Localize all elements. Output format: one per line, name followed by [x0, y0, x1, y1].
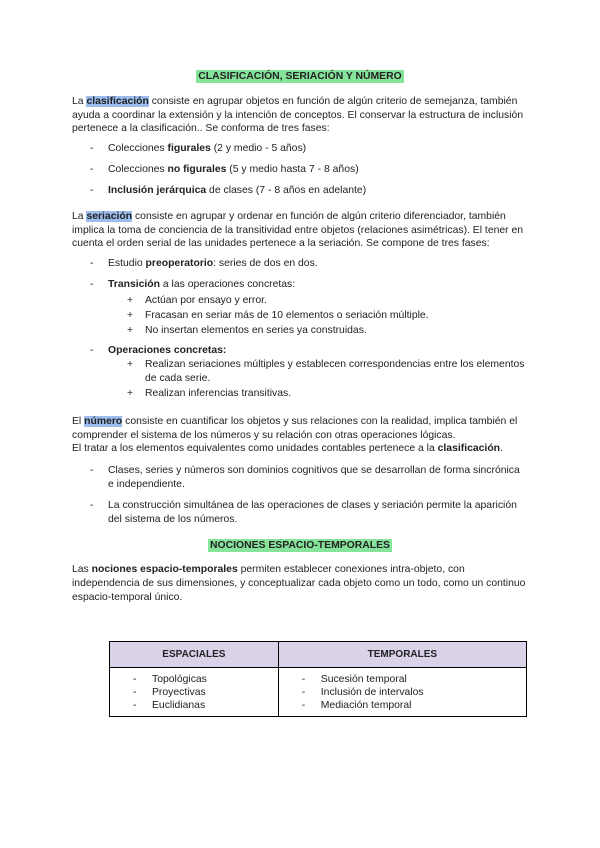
list-item: - Mediación temporal [301, 700, 412, 712]
list-item: - Inclusión de intervalos [301, 687, 424, 699]
list-item: - Transición a las operaciones concretas: + Actúan por ensayo y error. + Fracasan en seriar más de 10 elementos o seriación múltiple. + No insertan elementos en series ya construidas. [72, 278, 528, 337]
table-header-espaciales: ESPACIALES [110, 641, 279, 667]
highlight-clasificacion: clasificación [86, 95, 149, 107]
list-item: - Euclidianas [133, 700, 206, 712]
list-fases-clasificacion [72, 142, 528, 197]
nociones-table [109, 641, 527, 717]
list-item: - Inclusión jerárquica de clases (7 - 8 años en adelante) [90, 184, 367, 196]
sublist-item: + Fracasan en seriar más de 10 elementos o seriación múltiple. [127, 309, 429, 321]
highlight-numero: número [84, 415, 123, 427]
list-item: - Proyectivas [133, 687, 206, 699]
list-item: - La construcción simultánea de las operaciones de clases y seriación permite la aparición del sistema de los números. [90, 499, 517, 525]
list-item: - Colecciones figurales (2 y medio - 5 años) [90, 143, 307, 155]
list-numero [72, 464, 528, 526]
list-item: - Topológicas [133, 674, 207, 686]
list-fases-seriacion [72, 257, 528, 400]
paragraph-numero-clasificacion: El tratar a los elementos equivalentes como unidades contables pertenece a la clasificación. [72, 443, 503, 455]
section-heading-clasificacion: CLASIFICACIÓN, SERIACIÓN Y NÚMERO [198, 71, 402, 82]
sublist-item: + Actúan por ensayo y error. [127, 294, 267, 306]
paragraph-nociones: Las nociones espacio-temporales permiten establecer conexiones intra-objeto, con independencia de sus dimensiones, y conceptualizar cada objeto como un todo, como un continuo espacio-temporal único. [72, 564, 526, 604]
sublist-transicion [108, 294, 528, 337]
table-header-temporales: TEMPORALES [278, 641, 526, 667]
sublist-item: + Realizan inferencias transitivas. [127, 387, 292, 399]
list-item: - Operaciones concretas: + Realizan seriaciones múltiples y establecen correspondencias entre los elementos de cada serie. + Realizan inferencias transitivas. [72, 344, 528, 400]
list-item: - Colecciones no figurales (5 y medio hasta 7 - 8 años) [90, 164, 359, 176]
sublist-item: + No insertan elementos en series ya construidas. [127, 324, 367, 336]
sublist-operaciones [108, 358, 528, 400]
table-cell-temporales [278, 668, 526, 717]
highlight-seriacion: seriación [86, 210, 133, 222]
section-heading-nociones: NOCIONES ESPACIO-TEMPORALES [210, 539, 390, 551]
paragraph-seriacion: La seriación consiste en agrupar y ordenar en función de algún criterio diferenciador, también implica la toma de conciencia de la transitividad entre objetos (relaciones asimétricas). El tener en cuenta el orden serial de las unidades pertenece a la seriación. Se compone de tres fases: [72, 210, 524, 250]
list-item: - Clases, series y números son dominios cognitivos que se desarrollan de forma sincrónica e independiente. [90, 465, 520, 491]
list-item: - Sucesión temporal [301, 674, 407, 686]
table-cell-espaciales [110, 668, 279, 717]
document-page [72, 60, 528, 717]
paragraph-numero: El número consiste en cuantificar los objetos y sus relaciones con la realidad, implica también el comprender el sistema de los números y su relación con otras operaciones lógicas. [72, 415, 518, 441]
paragraph-clasificacion: La clasificación consiste en agrupar objetos en función de algún criterio de semejanza, también ayuda a coordinar la extensión y la intención de conceptos. El conservar la estructura de inclusión pertenece a la clasificación.. Se conforma de tres fases: [72, 95, 524, 135]
list-item: - Estudio preoperatorio: series de dos en dos. [90, 258, 318, 270]
sublist-item: + Realizan seriaciones múltiples y establecen correspondencias entre los elementos de cada serie. [127, 359, 525, 385]
